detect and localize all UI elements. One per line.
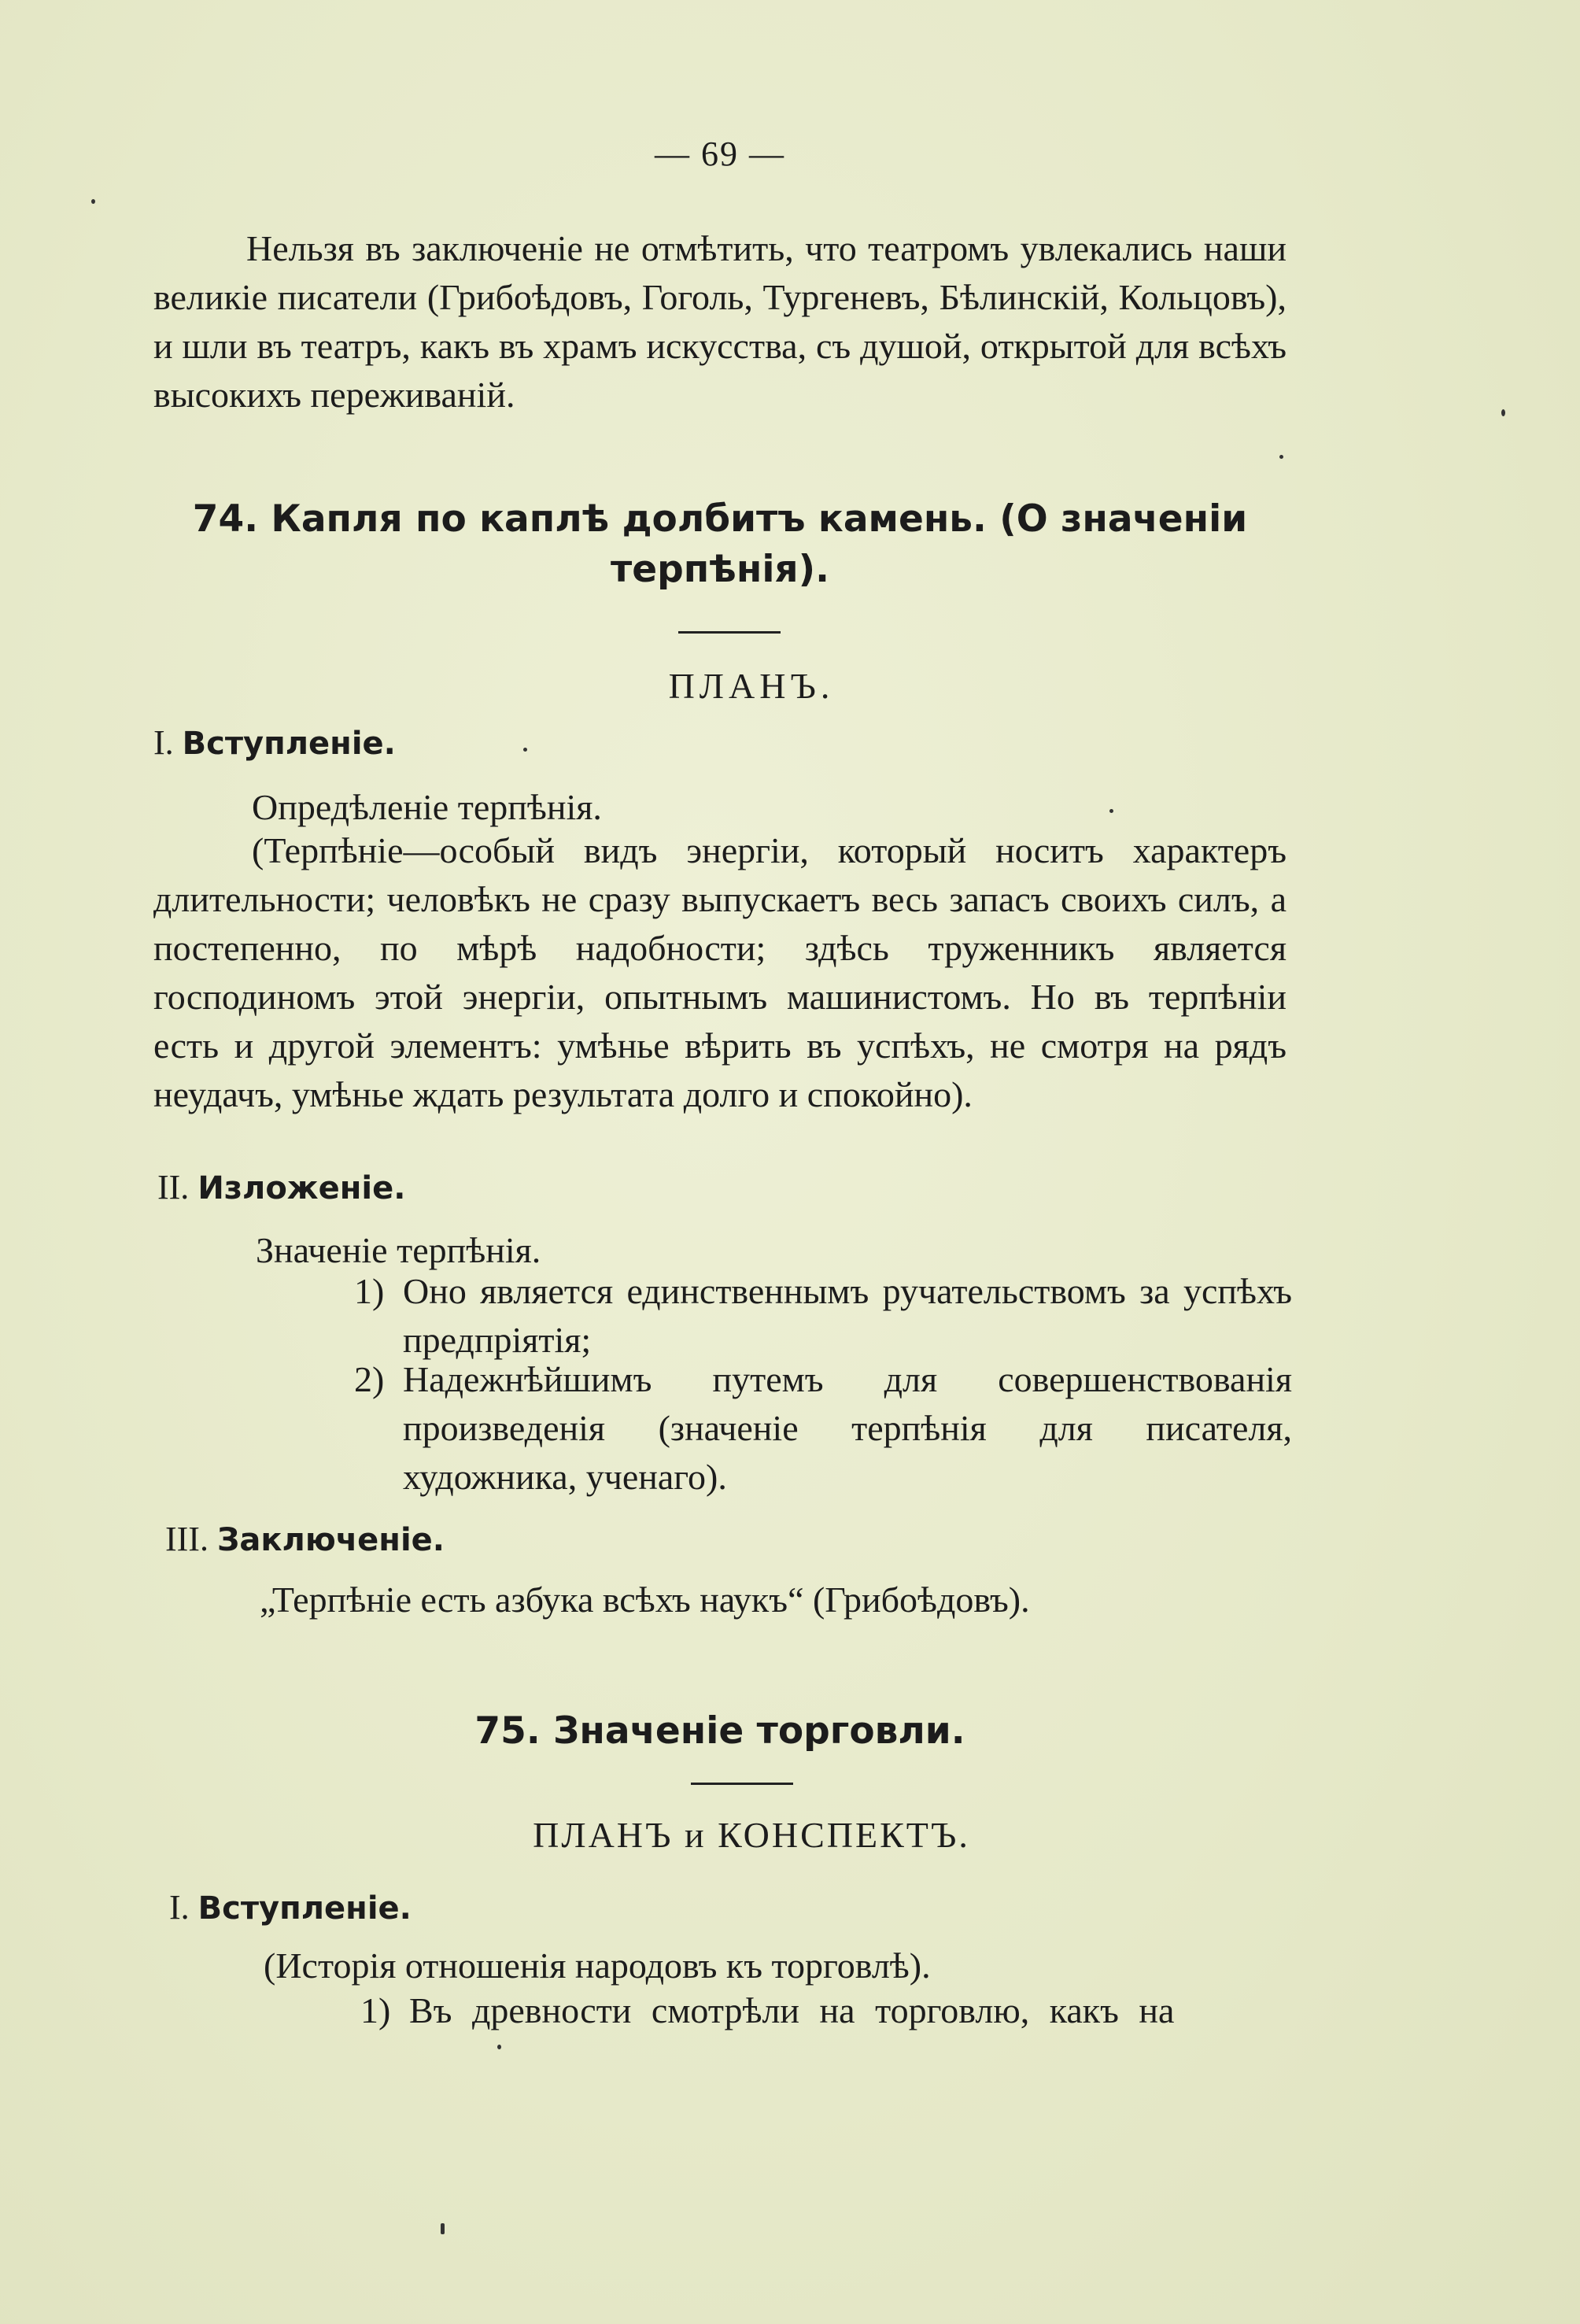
part-numeral: II. (157, 1168, 190, 1206)
scan-speck (91, 199, 95, 204)
scan-speck (523, 748, 527, 752)
list-item-text: Надежнѣйшимъ путемъ для совершенствованія произведенія (значеніе терпѣнія для писателя, художника, ученаго). (403, 1359, 1292, 1497)
scan-speck (497, 2045, 501, 2049)
section-74-title-line2: терпѣнія). (611, 548, 829, 591)
section-74-plan-title: ПЛАНЪ. (668, 666, 835, 706)
list-marker: 1) (360, 1990, 391, 2030)
list-marker: 2) (354, 1359, 385, 1399)
scan-speck (1109, 809, 1113, 813)
section-75-title: 75. Значеніе торговли. (474, 1709, 965, 1753)
section-74-part1-text: Опредѣленіе терпѣнія. (252, 787, 602, 827)
part-label: Вступленіе. (198, 1890, 412, 1927)
section-75-divider (691, 1783, 793, 1785)
section-75-part1-text: (Исторія отношенія народовъ къ торговлѣ). (264, 1945, 931, 1986)
part-numeral: I. (153, 723, 174, 762)
section-75-part1-heading (169, 1887, 412, 1927)
section-74-divider (678, 631, 781, 634)
section-74-title-line1: 74. Капля по каплѣ долбитъ камень. (О значеніи (192, 497, 1248, 541)
section-74-title (153, 494, 1287, 595)
part-label: Изложеніе. (198, 1170, 406, 1206)
list-marker: 1) (354, 1271, 385, 1311)
section-75-plan-title: ПЛАНЪ и КОНСПЕКТЪ. (533, 1815, 970, 1855)
list-item-text: Оно является единственнымъ ручательствомъ за успѣхъ предпріятія; (403, 1271, 1292, 1360)
scan-speck (1279, 455, 1283, 459)
part-label: Вступленіе. (182, 726, 396, 762)
section-74-part3-text: „Терпѣніе есть азбука всѣхъ наукъ“ (Грибоѣдовъ). (260, 1580, 1030, 1620)
section-74-part2-text: Значеніе терпѣнія. (256, 1230, 541, 1270)
section-74-part3-heading (165, 1519, 445, 1559)
part-numeral: III. (165, 1520, 209, 1558)
intro-paragraph-block (153, 224, 1287, 419)
part-label: Заключеніе. (216, 1522, 445, 1558)
section-74-part1-heading (153, 722, 396, 763)
page-number: — 69 — (655, 135, 785, 173)
intro-paragraph: Нельзя въ заключеніе не отмѣтить, что театромъ увлекались наши великіе писатели (Грибоѣдовъ, Гоголь, Тургеневъ, Бѣлинскій, Кольцовъ), и шли въ театръ, какъ въ храмъ искусства, съ душой, открытой для всѣхъ высокихъ переживаній. (153, 228, 1287, 415)
scan-speck (1501, 409, 1505, 416)
part-numeral: I. (169, 1888, 190, 1927)
section-74-part1-paragraph: (Терпѣніе—особый видъ энергіи, который носитъ характеръ длительности; человѣкъ не сразу выпускаетъ весь запасъ своихъ силъ, а постепенно, по мѣрѣ надобности; здѣсь труженникъ является господиномъ этой энергіи, опытнымъ машинистомъ. Но въ терпѣніи есть и другой элементъ: умѣнье вѣрить въ успѣхъ, не смотря на рядъ неудачъ, умѣнье ждать результата долго и спокойно). (153, 830, 1287, 1114)
scan-speck (441, 2223, 445, 2234)
list-item-text: Въ древности смотрѣли на торговлю, какъ на (409, 1990, 1175, 2030)
section-74-part2-heading (157, 1167, 405, 1207)
